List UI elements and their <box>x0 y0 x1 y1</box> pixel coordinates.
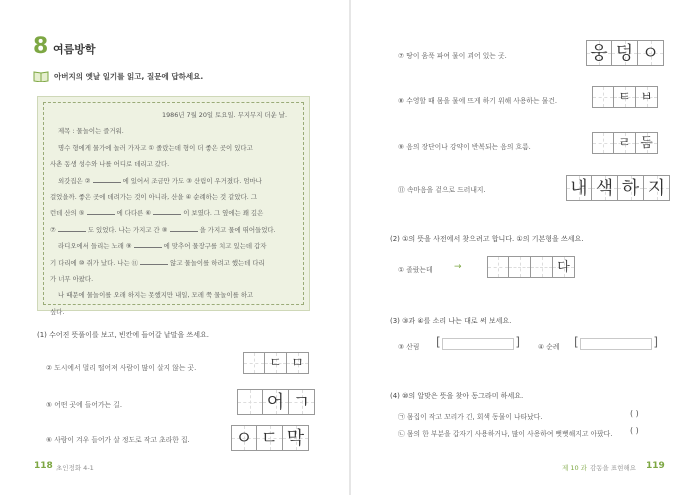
question-2-label: ① 졸랐는데 <box>398 266 433 274</box>
question-1-title: (1) 수어진 뜻풀이를 보고, 빈칸에 들어갈 낱말을 쓰세요. <box>37 331 209 339</box>
question-1-item: ⑥ 사람이 겨우 들어가 살 정도로 작고 초라한 집. <box>46 436 190 444</box>
book-icon <box>33 70 49 82</box>
answer-cell[interactable]: ㅇ <box>638 40 664 66</box>
diary-box <box>37 96 310 316</box>
answer-cell[interactable]: 내 <box>566 175 592 201</box>
answer-cell[interactable]: 지 <box>644 175 670 201</box>
question-1-item: ⑧ 수영할 때 몸을 물에 뜨게 하기 위해 사용하는 물건. <box>398 97 558 105</box>
question-3-a-label: ③ 산림 <box>398 343 420 351</box>
answer-input-a[interactable]: [ ] <box>436 335 520 349</box>
answer-cell[interactable]: ㄱ <box>289 389 315 415</box>
answer-cell[interactable] <box>531 256 553 278</box>
diary-line: 걸었을까. 좋은 곳에 데려가는 것이 아니라, 산을 ④ 순례하는 것 같았다. 그 <box>50 193 258 202</box>
answer-cell[interactable]: 막 <box>283 425 309 451</box>
answer-cell[interactable]: 하 <box>618 175 644 201</box>
answer-cell[interactable] <box>237 389 263 415</box>
question-3-title: (3) ③과 ④를 소리 나는 대로 써 보세요. <box>390 317 512 325</box>
lesson-label: 제 10 과 <box>562 464 587 472</box>
blank <box>93 175 121 183</box>
answer-grid <box>237 389 315 415</box>
question-1-item: ⑨ 음의 장단이나 강약이 반복되는 음의 흐름. <box>398 143 531 151</box>
blank <box>140 257 168 265</box>
answer-grid <box>231 425 309 451</box>
question-1-item: ⑪ 속마음을 겉으로 드러내지. <box>398 186 486 194</box>
answer-grid <box>487 256 575 278</box>
answer-cell[interactable] <box>592 86 614 108</box>
arrow-icon: → <box>454 262 462 272</box>
answer-cell[interactable]: ㅌ <box>614 86 636 108</box>
answer-cell[interactable]: ㅁ <box>287 352 309 374</box>
answer-grid <box>566 175 670 201</box>
diary-line: 기 다리에 ⑩ 쥐가 났다. 나는 ⑪ 않고 물놀이를 하려고 했는데 다리 <box>50 258 265 267</box>
answer-cell[interactable] <box>509 256 531 278</box>
answer-paren[interactable]: ( ) <box>630 409 639 418</box>
blank <box>87 207 115 215</box>
answer-cell[interactable] <box>592 132 614 154</box>
answer-cell[interactable]: ㅂ <box>636 86 658 108</box>
book-title: 초인정화 4-1 <box>56 464 94 472</box>
diary-line: 사촌 동생 성수와 나를 어디로 데리고 갔다. <box>50 160 170 169</box>
lesson-title: 여름방학 <box>53 43 96 56</box>
answer-cell[interactable] <box>487 256 509 278</box>
answer-cell[interactable]: ㅇ <box>231 425 257 451</box>
instruction-text: 아버지의 옛날 일기를 읽고, 질문에 답하세요. <box>54 72 204 81</box>
blank <box>170 224 198 232</box>
answer-grid <box>243 352 309 374</box>
answer-cell[interactable]: 웅 <box>586 40 612 66</box>
answer-cell[interactable]: ㄷ <box>257 425 283 451</box>
lesson-number: 8 <box>33 34 49 59</box>
right-page <box>350 0 700 495</box>
answer-paren[interactable]: ( ) <box>630 426 639 435</box>
answer-cell[interactable]: 듬 <box>636 132 658 154</box>
blank <box>153 207 181 215</box>
question-2-title: (2) ①의 뜻을 사전에서 찾으려고 합니다. ①의 기본형을 쓰세요. <box>390 235 584 243</box>
answer-cell[interactable]: 다 <box>553 256 575 278</box>
diary-date: 1986년 7월 20일 토요일. 무지무지 더운 날. <box>162 111 287 119</box>
question-1-item: ⑤ 어떤 곳에 들어가는 길. <box>46 401 122 409</box>
answer-grid <box>592 86 658 108</box>
diary-line: 런데 산의 ⑤ 에 다다른 ⑥ 이 보였다. 그 옆에는 꽤 깊은 <box>50 209 264 218</box>
diary-line: 명수 형에게 물가에 놀러 가자고 ① 졸랐는데 형이 더 좋은 곳이 있다고 <box>58 143 253 152</box>
answer-cell[interactable] <box>243 352 265 374</box>
answer-grid <box>586 40 664 66</box>
page-number: 119 <box>646 461 665 471</box>
question-1-item: ⑦ 땅이 움푹 파여 물이 괴어 있는 곳. <box>398 52 507 60</box>
page-number: 118 <box>34 461 53 471</box>
answer-cell[interactable]: ㄷ <box>265 352 287 374</box>
diary-line: 나 때문에 물놀이를 오래 하지는 못했지만 내일, 모레 쭉 물놀이를 하고 <box>58 291 254 300</box>
diary-line: 라디오에서 들리는 노래 ⑨ 에 맞추어 물장구를 치고 있는데 갑자 <box>58 242 267 251</box>
diary-line: 싶다. <box>50 307 65 316</box>
blank <box>58 224 86 232</box>
answer-cell[interactable]: 덩 <box>612 40 638 66</box>
blank <box>134 240 162 248</box>
answer-cell[interactable]: 색 <box>592 175 618 201</box>
diary-line: 제목 : 물놀이는 즐거워. <box>58 127 124 136</box>
question-1-item: ② 도시에서 멀리 떨어져 사람이 많이 살지 않는 곳. <box>46 364 197 372</box>
question-3-b-label: ④ 순례 <box>538 343 560 351</box>
answer-grid <box>592 132 658 154</box>
diary-line: 가 너무 아팠다. <box>50 275 94 284</box>
lesson-subtitle: 감동을 표현해요 <box>590 464 637 472</box>
diary-line: ⑦ 도 있었다. 나는 가지고 간 ⑧ 을 가지고 물에 뛰어들었다. <box>50 225 276 234</box>
answer-input-b[interactable]: [ ] <box>574 335 658 349</box>
question-4-option: ㉠ 몸집이 작고 꼬리가 긴, 회색 동물이 나타났다. <box>398 413 543 421</box>
answer-cell[interactable]: 어 <box>263 389 289 415</box>
diary-line: 외갓집은 ② 에 있어서 조금만 가도 ③ 산림이 우거졌다. 엄마나 <box>58 176 262 185</box>
question-4-title: (4) ⑩의 알맞은 뜻을 찾아 동그라미 하세요. <box>390 392 524 400</box>
question-4-option: ㉡ 몸의 한 부분을 갑자기 사용하거나, 많이 사용하여 뻣뻣해지고 아팠다. <box>398 430 613 438</box>
answer-cell[interactable]: ㄹ <box>614 132 636 154</box>
